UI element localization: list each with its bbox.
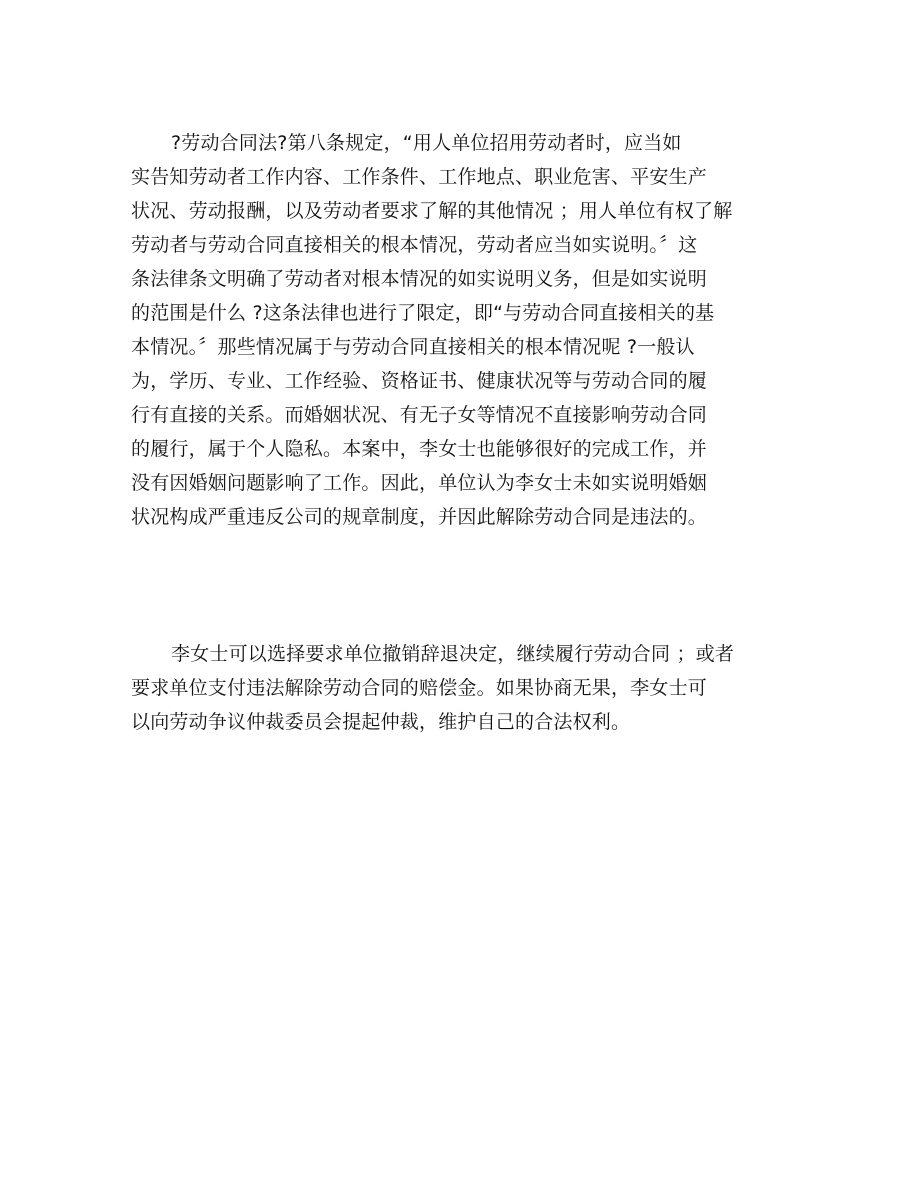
text-line: 状况、劳动报酬，以及劳动者要求了解的其他情况 ；用人单位有权了解: [131, 200, 733, 222]
text-line: 行有直接的关系。而婚姻状况、有无子女等情况不直接影响劳动合同: [131, 404, 708, 426]
paragraph-remedies: [131, 637, 771, 739]
text-line: ?劳动合同法?第八条规定，“用人单位招用劳动者时，应当如: [171, 132, 682, 154]
text-line: 的履行，属于个人隐私。本案中，李女士也能够很好的完成工作，并: [131, 438, 708, 460]
text-line: 本情况。〞那些情况属于与劳动合同直接相关的根本情况呢 ?一般认: [131, 336, 695, 358]
text-line: 的范围是什么 ?这条法律也进行了限定，即“与劳动合同直接相关的基: [131, 302, 715, 324]
text-line: 以向劳动争议仲裁委员会提起仲裁，维护自己的合法权利。: [131, 711, 631, 733]
text-line: 劳动者与劳动合同直接相关的根本情况，劳动者应当如实说明。〞这: [131, 234, 698, 256]
text-line: 没有因婚姻问题影响了工作。因此，单位认为李女士未如实说明婚姻: [131, 472, 708, 494]
paragraph-legal-analysis: [131, 126, 771, 534]
text-line: 要求单位支付违法解除劳动合同的赔偿金。如果协商无果，李女士可: [131, 677, 708, 699]
text-line: 李女士可以选择要求单位撤销辞退决定，继续履行劳动合同 ；或者: [171, 643, 735, 665]
text-line: 为，学历、专业、工作经验、资格证书、健康状况等与劳动合同的履: [131, 370, 708, 392]
text-line: 条法律条文明确了劳动者对根本情况的如实说明义务，但是如实说明: [131, 268, 708, 290]
text-line: 状况构成严重违反公司的规章制度，并因此解除劳动合同是违法的。: [131, 506, 708, 528]
text-line: 实告知劳动者工作内容、工作条件、工作地点、职业危害、平安生产: [131, 166, 708, 188]
